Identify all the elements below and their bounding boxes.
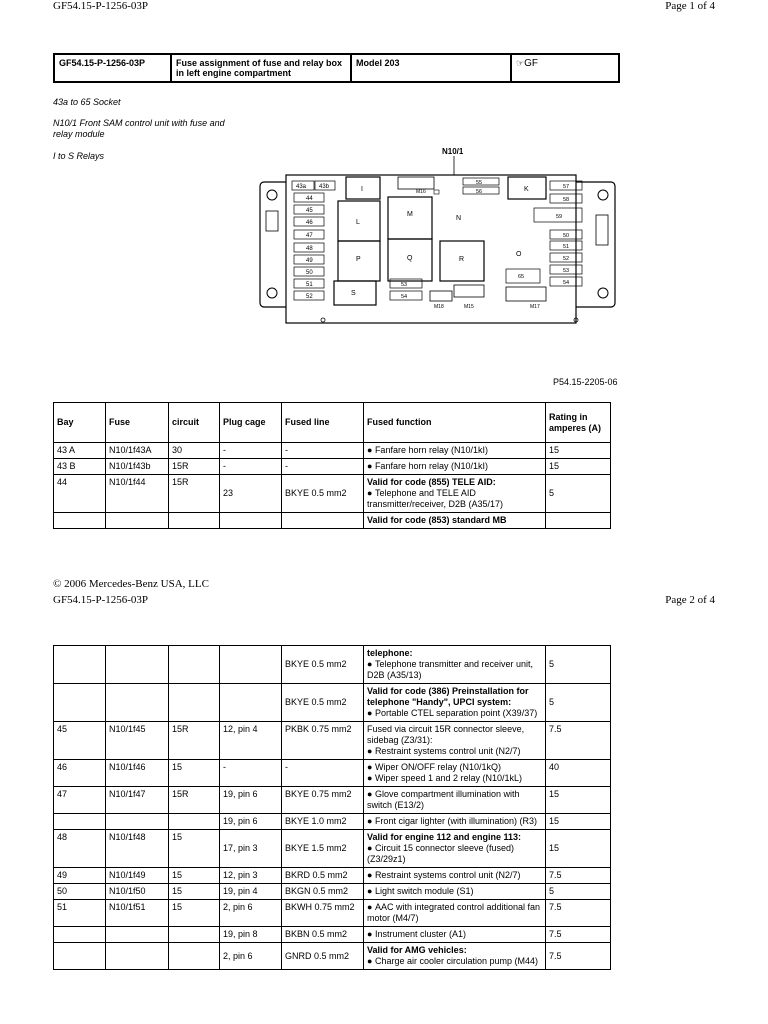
figure-code: P54.15-2205-06 — [553, 377, 618, 387]
cell-fuse: N10/1f49 — [106, 868, 169, 884]
cell-circuit: 15 — [169, 868, 220, 884]
cell-bay: 49 — [54, 868, 106, 884]
function-item: ● Telephone transmitter and receiver unit, D2B (A35/13) — [367, 659, 542, 681]
svg-text:57: 57 — [563, 184, 570, 190]
col-fused-function: Fused function — [364, 403, 546, 443]
svg-text:49: 49 — [306, 258, 313, 264]
fuse-table-page2 — [53, 645, 611, 970]
cell-fused-function — [364, 927, 546, 943]
function-condition: Valid for code (853) standard MB — [367, 515, 507, 525]
cell-fuse — [106, 513, 169, 529]
cell-fused-line: BKWH 0.75 mm2 — [282, 900, 364, 927]
cell-circuit: 15 — [169, 760, 220, 787]
cell-fused-function — [364, 943, 546, 970]
col-fuse: Fuse — [106, 403, 169, 443]
cell-bay: 43 A — [54, 443, 106, 459]
table-row — [54, 646, 611, 684]
table-row — [54, 900, 611, 927]
table-row — [54, 443, 611, 459]
cell-fuse: N10/1f48 — [106, 830, 169, 868]
function-condition: Valid for code (855) TELE AID: — [367, 477, 496, 487]
cell-plug-cage: 19, pin 8 — [220, 927, 282, 943]
svg-text:52: 52 — [563, 256, 570, 262]
diagram-label-n10-1: N10/1 — [442, 147, 464, 156]
cell-fuse — [106, 927, 169, 943]
cell-fuse — [106, 943, 169, 970]
svg-text:K: K — [524, 186, 529, 193]
cell-fused-function — [364, 459, 546, 475]
cell-plug-cage: 23 — [220, 475, 282, 513]
table-row — [54, 830, 611, 868]
cell-bay: 46 — [54, 760, 106, 787]
page-number-header-page2: Page 2 of 4 — [665, 594, 715, 606]
cell-circuit — [169, 646, 220, 684]
cell-plug-cage: 12, pin 3 — [220, 868, 282, 884]
cell-fused-function — [364, 900, 546, 927]
cell-bay — [54, 684, 106, 722]
svg-text:58: 58 — [563, 197, 570, 203]
cell-circuit: 15R — [169, 787, 220, 814]
svg-text:59: 59 — [556, 214, 563, 220]
function-note: Fused via circuit 15R connector sleeve, sidebag (Z3/31): — [367, 724, 525, 745]
svg-text:53: 53 — [563, 268, 570, 274]
cell-circuit: 15 — [169, 830, 220, 868]
cell-fused-function — [364, 513, 546, 529]
table-row — [54, 722, 611, 760]
cell-fused-line: BKYE 0.75 mm2 — [282, 787, 364, 814]
function-condition: Valid for code (386) Preinstallation for telephone "Handy", UPCI system: — [367, 686, 529, 707]
cell-fused-function — [364, 830, 546, 868]
cell-fused-line: BKYE 1.5 mm2 — [282, 830, 364, 868]
cell-bay — [54, 943, 106, 970]
cell-bay: 44 — [54, 475, 106, 513]
svg-text:53: 53 — [401, 282, 408, 288]
cell-rating: 40 — [546, 760, 611, 787]
cell-bay — [54, 646, 106, 684]
cell-plug-cage: 12, pin 4 — [220, 722, 282, 760]
cell-rating: 15 — [546, 443, 611, 459]
cell-circuit: 30 — [169, 443, 220, 459]
cell-fuse — [106, 814, 169, 830]
cell-bay: 48 — [54, 830, 106, 868]
table-row — [54, 814, 611, 830]
cell-fused-line: BKYE 0.5 mm2 — [282, 475, 364, 513]
cell-circuit — [169, 684, 220, 722]
function-item: ● Light switch module (S1) — [367, 886, 542, 897]
function-item: ● Charge air cooler circulation pump (M44) — [367, 956, 542, 967]
cell-bay: 43 B — [54, 459, 106, 475]
cell-fused-line: - — [282, 760, 364, 787]
cell-circuit: 15 — [169, 900, 220, 927]
cell-fused-function — [364, 722, 546, 760]
cell-bay: 50 — [54, 884, 106, 900]
cell-plug-cage: 19, pin 6 — [220, 787, 282, 814]
title-box-tag-text: GF — [524, 58, 538, 69]
cell-fused-function — [364, 443, 546, 459]
fuse-table-page1 — [53, 402, 611, 529]
cell-rating — [546, 513, 611, 529]
cell-rating: 5 — [546, 646, 611, 684]
cell-circuit — [169, 927, 220, 943]
cell-fuse: N10/1f50 — [106, 884, 169, 900]
function-item: ● Glove compartment illumination with switch (E13/2) — [367, 789, 542, 811]
table-row — [54, 787, 611, 814]
page-number-header: Page 1 of 4 — [665, 0, 715, 12]
svg-text:54: 54 — [563, 280, 570, 286]
svg-text:O: O — [516, 251, 522, 258]
table-header-row — [54, 403, 611, 443]
svg-text:54: 54 — [401, 294, 408, 300]
cell-bay: 51 — [54, 900, 106, 927]
cell-fused-line: - — [282, 443, 364, 459]
function-item: ● AAC with integrated control additional fan motor (M4/7) — [367, 902, 542, 924]
table-row — [54, 760, 611, 787]
svg-text:45: 45 — [306, 208, 313, 214]
table-row — [54, 684, 611, 722]
function-item: ● Portable CTEL separation point (X39/37) — [367, 708, 542, 719]
cell-fuse: N10/1f45 — [106, 722, 169, 760]
svg-text:M18: M18 — [434, 304, 444, 310]
cell-plug-cage: 19, pin 4 — [220, 884, 282, 900]
cell-rating: 7.5 — [546, 722, 611, 760]
cell-fuse: N10/1f46 — [106, 760, 169, 787]
legend-item: N10/1 Front SAM control unit with fuse and relay module — [53, 118, 225, 139]
cell-bay — [54, 513, 106, 529]
fuse-box-diagram — [258, 145, 618, 325]
cell-circuit — [169, 513, 220, 529]
svg-text:I: I — [361, 186, 363, 193]
svg-text:50: 50 — [563, 233, 570, 239]
function-item: ● Fanfare horn relay (N10/1kI) — [367, 461, 542, 472]
cell-rating: 15 — [546, 459, 611, 475]
cell-fuse: N10/1f47 — [106, 787, 169, 814]
svg-text:56: 56 — [476, 189, 483, 195]
cell-rating: 15 — [546, 814, 611, 830]
cell-circuit: 15R — [169, 459, 220, 475]
svg-text:N: N — [456, 215, 462, 222]
cell-plug-cage: - — [220, 459, 282, 475]
table-row — [54, 868, 611, 884]
col-bay: Bay — [54, 403, 106, 443]
cell-plug-cage: 19, pin 6 — [220, 814, 282, 830]
cell-circuit — [169, 943, 220, 970]
svg-text:46: 46 — [306, 220, 313, 226]
table-row — [54, 475, 611, 513]
function-condition: Valid for AMG vehicles: — [367, 945, 467, 955]
cell-fuse: N10/1f43b — [106, 459, 169, 475]
table-row — [54, 943, 611, 970]
title-box-model: Model 203 — [351, 54, 511, 82]
doc-id-header: GF54.15-P-1256-03P — [53, 0, 149, 12]
function-item: ● Instrument cluster (A1) — [367, 929, 542, 940]
col-fused-line: Fused line — [282, 403, 364, 443]
cell-plug-cage: - — [220, 443, 282, 459]
cell-fused-function — [364, 787, 546, 814]
svg-text:51: 51 — [306, 282, 313, 288]
copyright: © 2006 Mercedes-Benz USA, LLC — [53, 578, 209, 590]
cell-fuse — [106, 646, 169, 684]
svg-text:M15: M15 — [464, 304, 474, 310]
svg-text:S: S — [351, 290, 356, 297]
title-box — [53, 53, 620, 83]
function-item: ● Circuit 15 connector sleeve (fused) (Z3/29z1) — [367, 843, 542, 865]
table-row — [54, 884, 611, 900]
cell-fused-function — [364, 814, 546, 830]
function-condition: telephone: — [367, 648, 413, 658]
cell-fused-function — [364, 646, 546, 684]
cell-rating: 7.5 — [546, 943, 611, 970]
hand-pointer-icon: ☞ — [516, 58, 525, 68]
cell-fused-line: BKRD 0.5 mm2 — [282, 868, 364, 884]
function-item: ● Front cigar lighter (with illumination) (R3) — [367, 816, 542, 827]
svg-text:48: 48 — [306, 246, 313, 252]
cell-fuse: N10/1f44 — [106, 475, 169, 513]
cell-fuse — [106, 684, 169, 722]
cell-plug-cage — [220, 646, 282, 684]
cell-plug-cage: 2, pin 6 — [220, 943, 282, 970]
table-row — [54, 459, 611, 475]
cell-circuit: 15R — [169, 722, 220, 760]
title-box-code: GF54.15-P-1256-03P — [54, 54, 171, 82]
svg-text:55: 55 — [476, 180, 483, 186]
legend-item: I to S Relays — [53, 151, 105, 161]
cell-fused-line: BKYE 0.5 mm2 — [282, 684, 364, 722]
col-rating: Rating in amperes (A) — [546, 403, 611, 443]
cell-plug-cage: - — [220, 760, 282, 787]
svg-text:R: R — [459, 256, 465, 263]
cell-fused-function — [364, 684, 546, 722]
svg-text:65: 65 — [518, 274, 525, 280]
cell-fused-line: - — [282, 459, 364, 475]
function-item: ● Fanfare horn relay (N10/1kI) — [367, 445, 542, 456]
function-item: ● Wiper ON/OFF relay (N10/1kQ) — [367, 762, 542, 773]
function-item: ● Telephone and TELE AID transmitter/receiver, D2B (A35/17) — [367, 488, 542, 510]
cell-circuit: 15R — [169, 475, 220, 513]
cell-fused-line: PKBK 0.75 mm2 — [282, 722, 364, 760]
table-row — [54, 927, 611, 943]
svg-text:52: 52 — [306, 294, 313, 300]
title-box-tag — [511, 54, 619, 82]
cell-fuse: N10/1f51 — [106, 900, 169, 927]
svg-text:P: P — [356, 256, 361, 263]
svg-text:M: M — [407, 211, 413, 218]
cell-rating: 7.5 — [546, 927, 611, 943]
cell-rating: 5 — [546, 475, 611, 513]
cell-fused-function — [364, 868, 546, 884]
legend-item: 43a to 65 Socket — [53, 97, 121, 107]
function-condition: Valid for engine 112 and engine 113: — [367, 832, 522, 842]
svg-text:M16: M16 — [416, 189, 426, 195]
function-item: ● Wiper speed 1 and 2 relay (N10/1kL) — [367, 773, 542, 784]
svg-text:47: 47 — [306, 233, 313, 239]
cell-fused-line: BKGN 0.5 mm2 — [282, 884, 364, 900]
title-box-title: Fuse assignment of fuse and relay box in left engine compartment — [171, 54, 351, 82]
cell-plug-cage: 2, pin 6 — [220, 900, 282, 927]
cell-circuit: 15 — [169, 884, 220, 900]
cell-fused-function — [364, 884, 546, 900]
cell-rating: 7.5 — [546, 868, 611, 884]
cell-circuit — [169, 814, 220, 830]
svg-text:43b: 43b — [319, 184, 330, 190]
cell-fused-line: BKYE 1.0 mm2 — [282, 814, 364, 830]
cell-fused-line — [282, 513, 364, 529]
svg-text:M17: M17 — [530, 304, 540, 310]
svg-text:Q: Q — [407, 255, 413, 262]
function-item: ● Restraint systems control unit (N2/7) — [367, 870, 542, 881]
table-row — [54, 513, 611, 529]
cell-plug-cage — [220, 513, 282, 529]
cell-plug-cage — [220, 684, 282, 722]
cell-plug-cage: 17, pin 3 — [220, 830, 282, 868]
svg-text:43a: 43a — [296, 184, 307, 190]
cell-bay — [54, 927, 106, 943]
cell-rating: 7.5 — [546, 900, 611, 927]
cell-rating: 5 — [546, 684, 611, 722]
svg-text:44: 44 — [306, 196, 313, 202]
cell-fused-line: BKBN 0.5 mm2 — [282, 927, 364, 943]
function-item: ● Restraint systems control unit (N2/7) — [367, 746, 542, 757]
cell-fused-function — [364, 760, 546, 787]
cell-rating: 5 — [546, 884, 611, 900]
doc-id-header-page2: GF54.15-P-1256-03P — [53, 594, 149, 606]
svg-text:50: 50 — [306, 270, 313, 276]
cell-fused-function — [364, 475, 546, 513]
cell-bay: 45 — [54, 722, 106, 760]
col-plug-cage: Plug cage — [220, 403, 282, 443]
cell-fuse: N10/1f43A — [106, 443, 169, 459]
cell-bay: 47 — [54, 787, 106, 814]
svg-text:51: 51 — [563, 244, 570, 250]
cell-rating: 15 — [546, 787, 611, 814]
cell-fused-line: GNRD 0.5 mm2 — [282, 943, 364, 970]
svg-text:L: L — [356, 219, 360, 226]
cell-bay — [54, 814, 106, 830]
cell-fused-line: BKYE 0.5 mm2 — [282, 646, 364, 684]
col-circuit: circuit — [169, 403, 220, 443]
cell-rating: 15 — [546, 830, 611, 868]
